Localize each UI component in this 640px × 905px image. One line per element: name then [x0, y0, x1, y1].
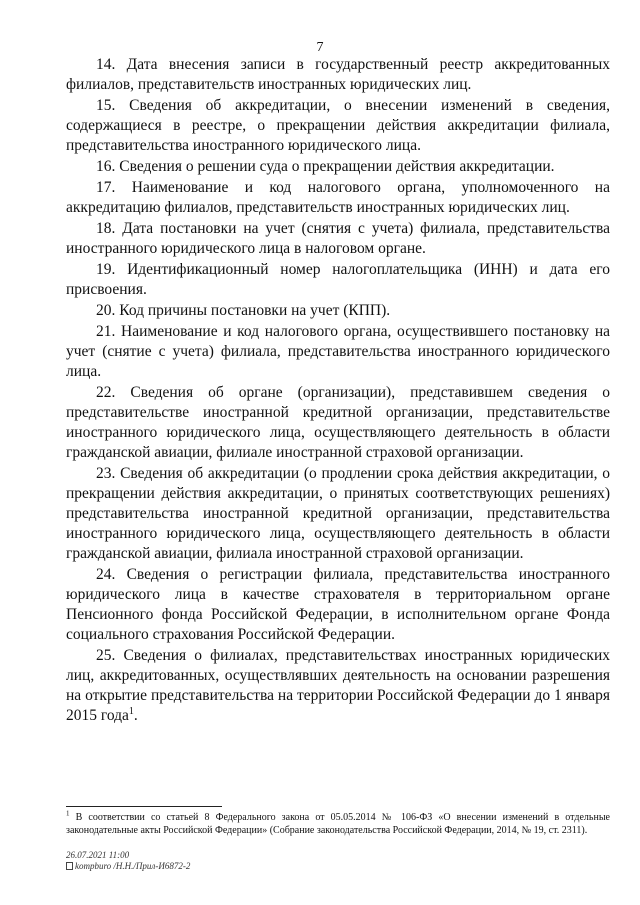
paragraph-15: 15. Сведения об аккредитации, о внесении изменений в сведения, содержащиеся в реестре, о прекращении действия аккредитации филиала, представительства иностранного юридического лица.: [66, 97, 610, 154]
footnote: [66, 809, 610, 837]
page-number: 7: [316, 40, 324, 55]
paragraph-21: 21. Наименование и код налогового органа, осуществившего постановку на учет (снятие с учета) филиала, представительства иностранного юридического лица.: [66, 323, 610, 380]
paragraph-24: 24. Сведения о регистрации филиала, представительства иностранного юридического лица в качестве страхователя в территориальном органе Пенсионного фонда Российской Федерации, в исполнительном органе Фонда социального страхования Российской Федерации.: [66, 566, 610, 643]
paragraph-19: 19. Идентификационный номер налогоплательщика (ИНН) и дата его присвоения.: [66, 261, 610, 298]
paragraph-18: 18. Дата постановки на учет (снятия с учета) филиала, представительства иностранного юридического лица в налоговом органе.: [66, 220, 610, 257]
stamp-ref-text: kompburo /Н.Н./Прил-И6872-2: [75, 861, 191, 871]
footnote-reference[interactable]: 1: [128, 705, 134, 717]
footnote-mark: 1: [66, 809, 70, 818]
paragraph-17: 17. Наименование и код налогового органа, уполномоченного на аккредитацию филиалов, представительств иностранных юридических лиц.: [66, 179, 610, 216]
paragraph-22: 22. Сведения об органе (организации), представившем сведения о представительстве иностранной кредитной организации, представительстве иностранного юридического лица, осуществляющего деятельность в области гражданской авиации, филиале иностранной страховой организации.: [66, 384, 610, 461]
paragraph-14: 14. Дата внесения записи в государственный реестр аккредитованных филиалов, представительств иностранных юридических лиц.: [66, 56, 610, 93]
document-icon: [66, 862, 73, 870]
footnote-text: В соответствии со статьей 8 Федерального закона от 05.05.2014 № 106-ФЗ «О внесении изменений в отдельные законодательные акты Российской Федерации» (Собрание законодательства Российской Федерации, 2014, № 19, ст. 2311).: [66, 812, 610, 836]
document-body: [66, 55, 610, 727]
paragraph-25-end: .: [133, 707, 138, 724]
stamp-ref: [66, 861, 190, 872]
paragraph-23: 23. Сведения об аккредитации (о продлении срока действия аккредитации, о прекращении действия аккредитации, о принятых соответствующих решениях) представительства иностранной кредитной организации, представительства иностранного юридического лица, осуществляющего деятельность в области гражданской авиации, филиала иностранной страховой организации.: [66, 465, 610, 562]
paragraph-16: 16. Сведения о решении суда о прекращении действия аккредитации.: [96, 158, 555, 175]
footnote-divider: [66, 806, 222, 807]
paragraph-25: [66, 646, 610, 726]
paragraph-25-text: 25. Сведения о филиалах, представительствах иностранных юридических лиц, аккредитованных, осуществлявших деятельность на основании разрешения на открытие представительства на территории Российской Федерации до 1 января 2015 года: [66, 647, 610, 724]
stamp-date: 26.07.2021 11:00: [66, 850, 130, 860]
paragraph-20: 20. Код причины постановки на учет (КПП).: [96, 302, 391, 319]
